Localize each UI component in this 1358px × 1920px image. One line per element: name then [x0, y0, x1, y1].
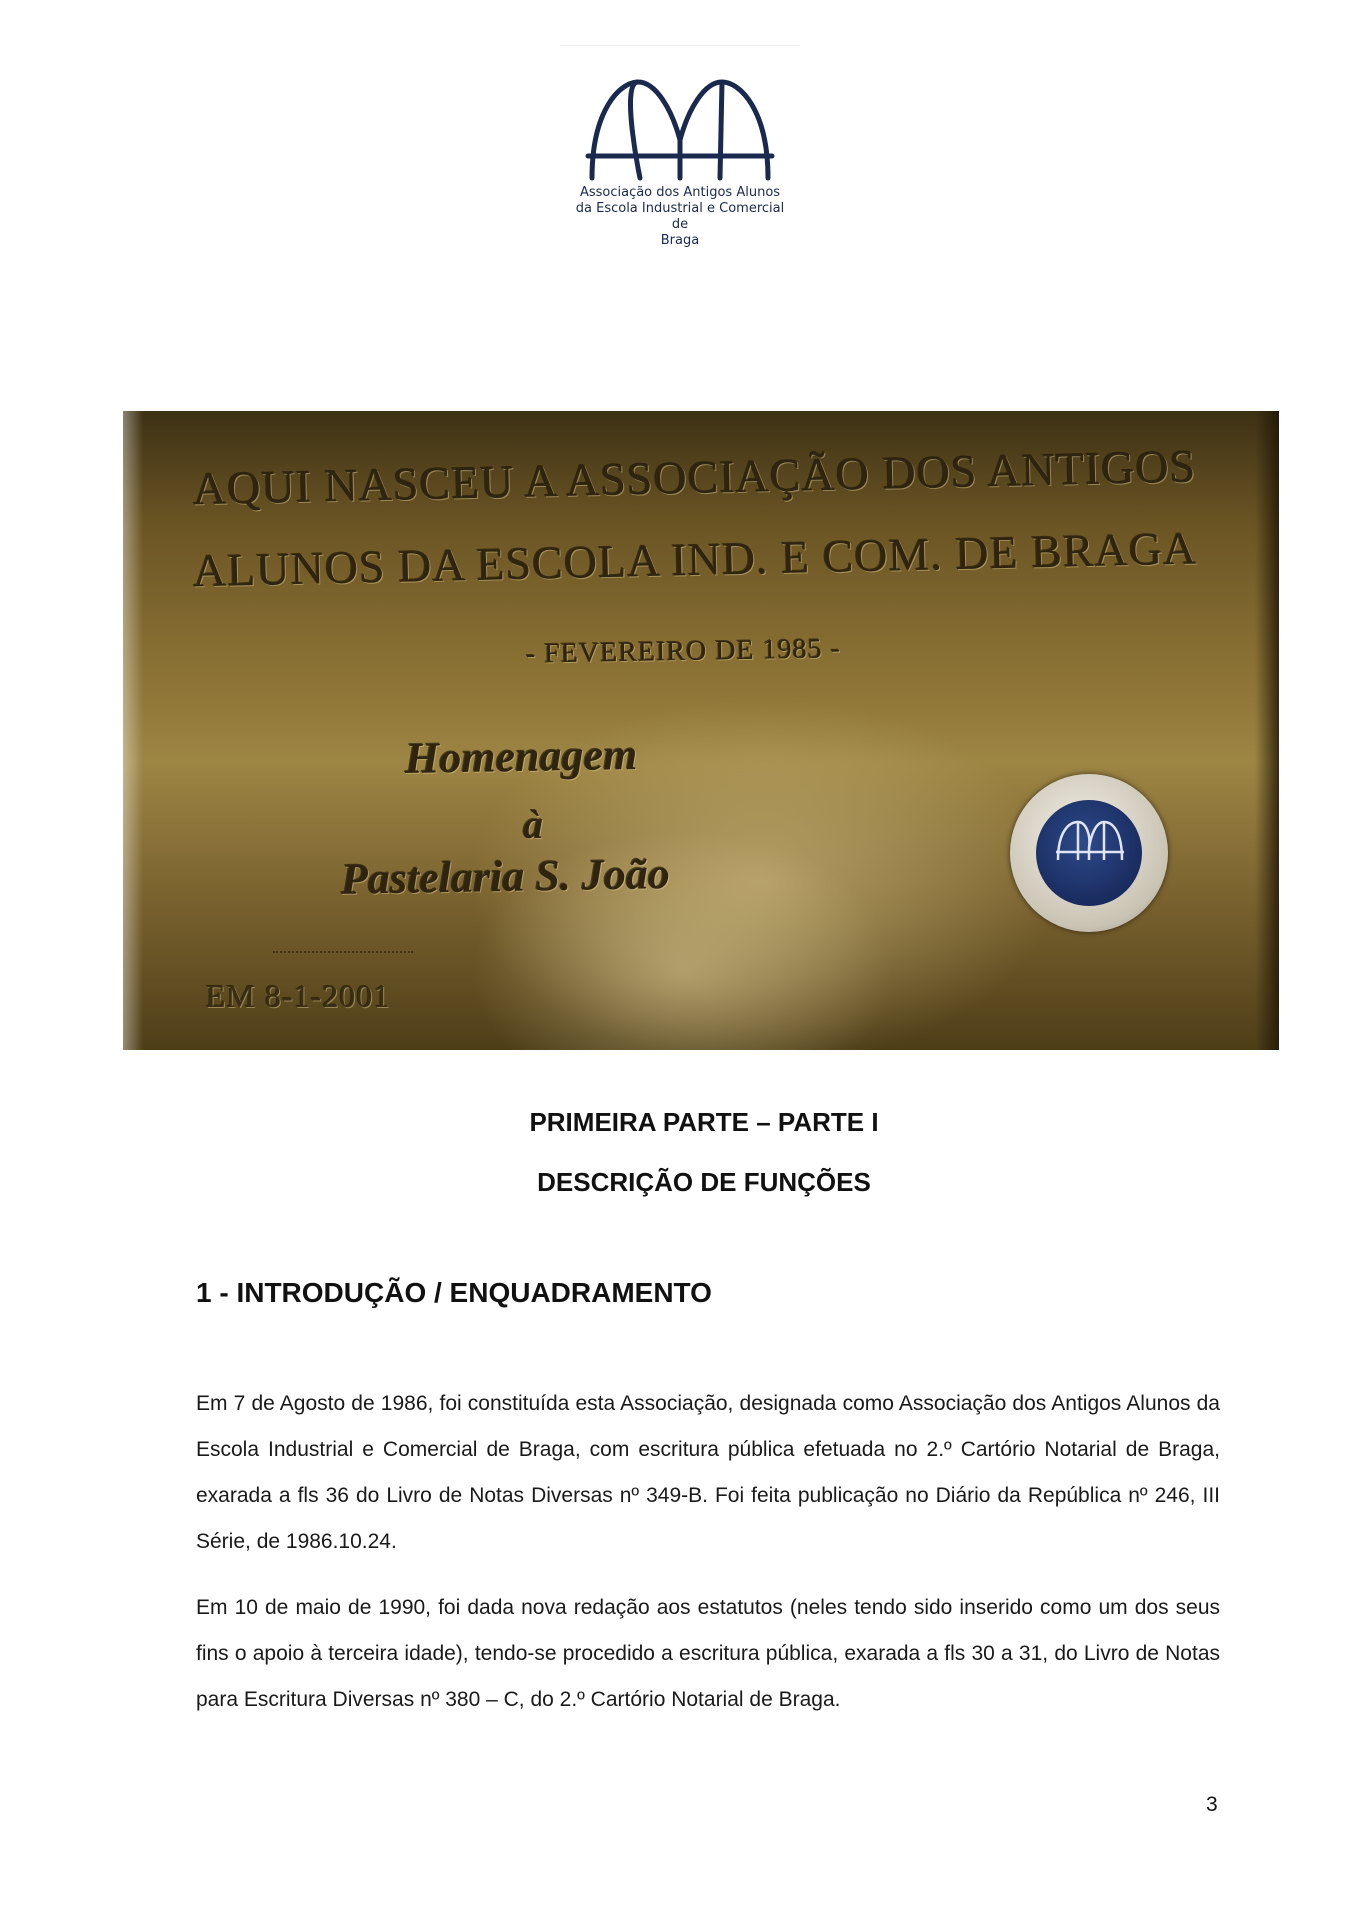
- logo-line: Associação dos Antigos Alunos: [579, 185, 781, 200]
- association-logo: [560, 70, 800, 249]
- plaque-homage: à: [523, 802, 543, 847]
- plaque-date: - FEVEREIRO DE 1985 -: [525, 633, 842, 670]
- plaque-photo: [123, 411, 1279, 1050]
- plaque-homage: Pastelaria S. João: [340, 849, 671, 904]
- logo-line: de: [671, 217, 689, 232]
- aaa-logo-icon: [1036, 800, 1142, 906]
- aaa-logo-icon: [580, 70, 780, 185]
- body-paragraph: Em 10 de maio de 1990, foi dada nova redação aos estatutos (neles tendo sido inserido como um dos seus fins o apoio à terceira idade), tendo-se procedido a escritura pública, exarada a fls 30 a 31, do Livro de Notas para Escritura Diversas nº 380 – C, do 2.º Cartório Notarial de Braga.: [196, 1596, 1220, 1711]
- header-rule: [560, 45, 800, 46]
- part-subtitle: DESCRIÇÃO DE FUNÇÕES: [537, 1167, 871, 1197]
- plaque-line: ALUNOS DA ESCOLA IND. E COM. DE BRAGA: [192, 522, 1198, 597]
- logo-line: Braga: [660, 233, 700, 248]
- plaque-homage: Homenagem: [404, 729, 638, 784]
- plaque-footer-date: EM 8-1-2001: [206, 978, 391, 1014]
- medal-emblem-icon: [1010, 774, 1168, 932]
- plaque-divider: [273, 951, 413, 954]
- section-heading: 1 - INTRODUÇÃO / ENQUADRAMENTO: [196, 1277, 712, 1308]
- logo-line: da Escola Industrial e Comercial: [575, 201, 785, 216]
- part-title: PRIMEIRA PARTE – PARTE I: [529, 1107, 879, 1137]
- plaque-line: AQUI NASCEU A ASSOCIAÇÃO DOS ANTIGOS: [192, 440, 1197, 515]
- body-paragraph: Em 7 de Agosto de 1986, foi constituída esta Associação, designada como Associação dos Antigos Alunos da Escola Industrial e Comercial de Braga, com escritura pública efetuada no 2.º Cartório Notarial de Braga, exarada a fls 36 do Livro de Notas Diversas nº 349-B. Foi feita publicação no Diário da República nº 246, III Série, de 1986.10.24.: [196, 1392, 1220, 1553]
- page-number: 3: [1206, 1793, 1218, 1816]
